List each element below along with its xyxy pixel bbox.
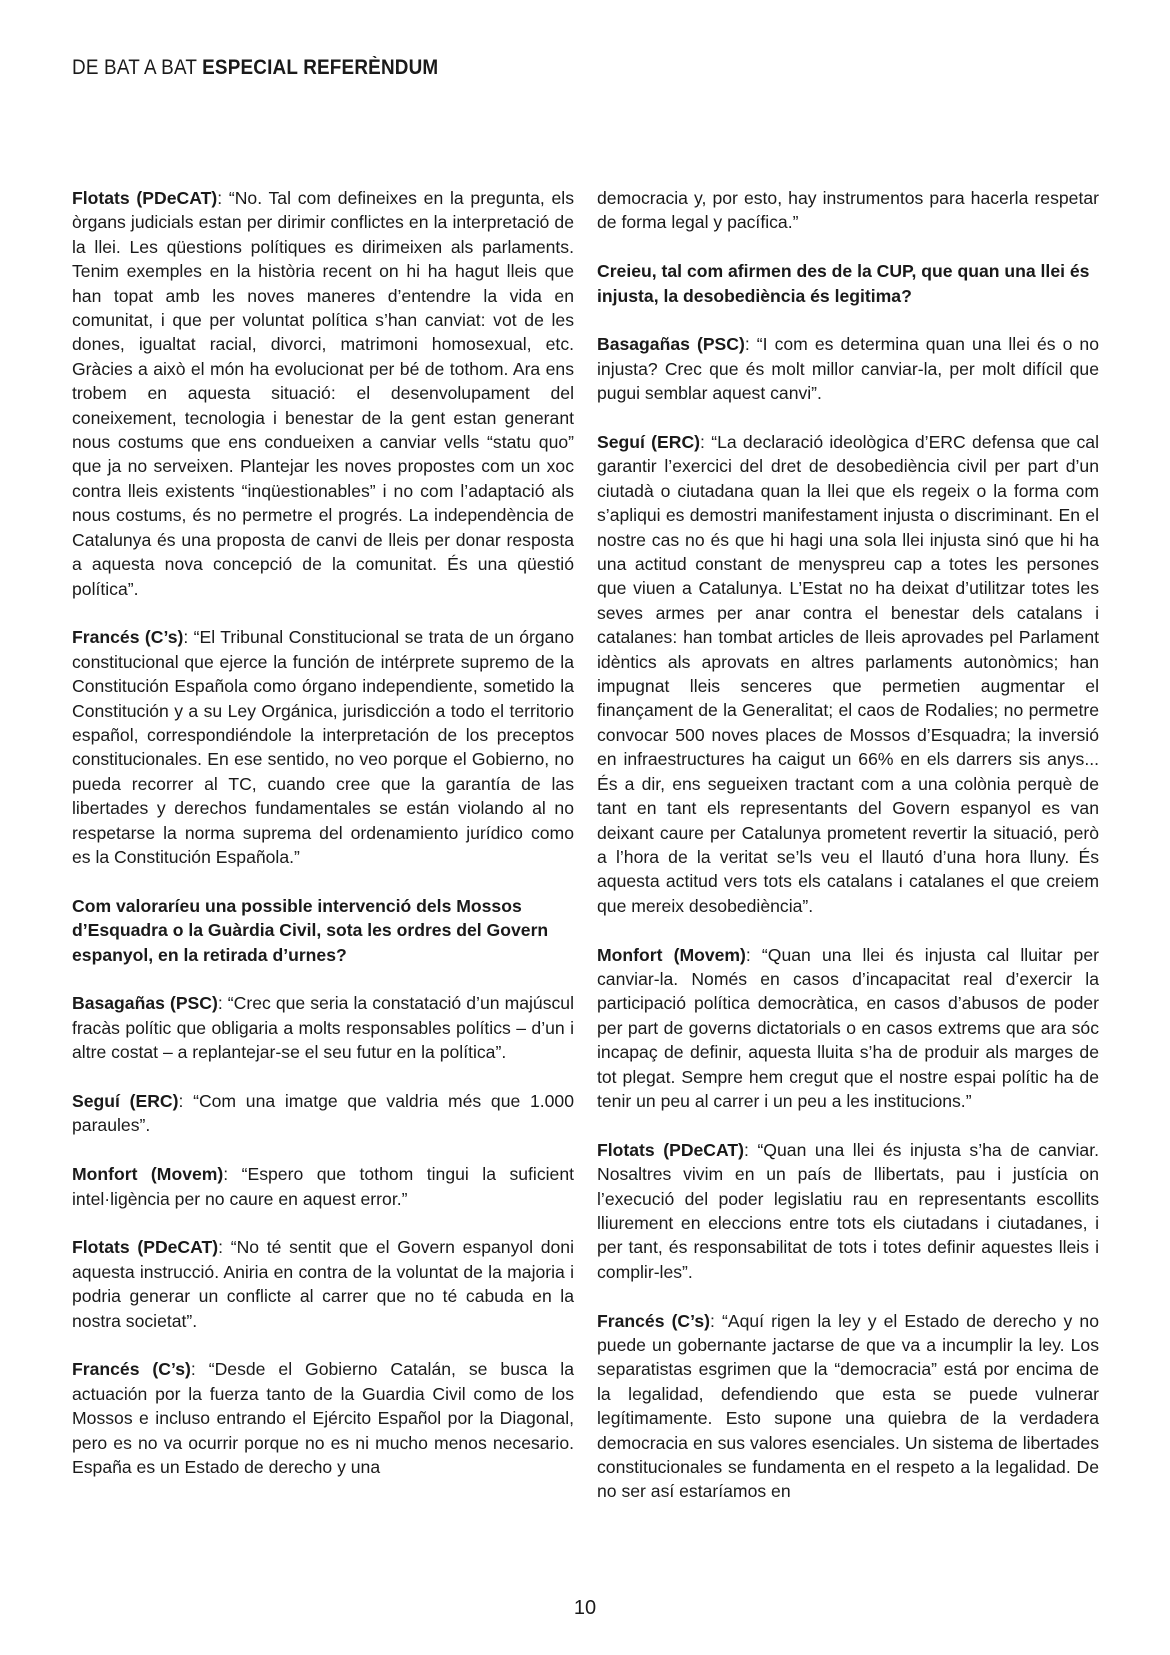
answer-text: : “La declaració ideològica d’ERC defensa que cal garantir l’exercici del dret de desobediència civil per part d’un ciutadà o ciutadana quan la llei que els regeix o la forma com s’apliqui es demostri manifestament injusta o discriminant. En el nostre cas no és que hi hagi una sola llei injusta sinó que hi ha una actitud constant de menyspreu cap a totes les persones que viuen a Catalunya. L’Estat no ha deixat d’utilitzar totes les seves armes per anar contra el benestar dels catalans i catalanes: han tombat articles de lleis aprovades pel Parlament idèntics als aprovats en altres parlaments autonòmics; han impugnat lleis senceres que permetien augmentar el finançament de la Generalitat; el caos de Rodalies; no permetre convocar 500 noves places de Mossos d’Esquadra; la inversió en infraestructures ha caigut un 66% en els darrers sis anys... És a dir, ens segueixen tractant com a una colònia perquè de tant en tant els representants del Govern espanyol es van deixant caure per Catalunya prometent revertir la situació, però a l’hora de la veritat se’ls veu el llautó d’una hora lluny. És aquesta actitud vers tots els catalans i catalanes el que creiem que mereix desobediència”. — [597, 432, 1099, 916]
page-number: 10 — [573, 1597, 597, 1619]
speaker-name: Francés (C’s) — [72, 627, 184, 648]
answer-text: : “Desde el Gobierno Catalán, se busca la actuación por la fuerza tanto de la Guardia Civil como de los Mossos e incluso entrando el Ejército Español por la Diagonal, pero es no va ocurrir porque no es ni mucho menos necesario. España es un Estado de derecho y una — [72, 1359, 574, 1478]
answer-paragraph — [597, 1138, 1099, 1284]
right-column — [597, 186, 1099, 1528]
answer-text: : “No. Tal com defineixes en la pregunta, els òrgans judicials estan per dirimir conflictes en la interpretació de la llei. Les qüestions polítiques es dirimeixen als parlaments. Tenim exemples en la història recent on hi ha hagut lleis que han topat amb les noves maneres d’entendre la vida en comunitat, i que per voluntat política s’han canviat: vot de les dones, igualtat racial, divorci, matrimoni homosexual, etc. Gràcies a això el món ha evolucionat per bé de tothom. Ara ens trobem en aquesta situació: el desenvolupament del coneixement, tecnologia i benestar de la gent estan generant nous costums que ens condueixen a canviar vells “statu quo” que ja no serveixen. Plantejar les noves propostes com un xoc contra lleis existents “inqüestionables” i no com l’adaptació als nous costums, és no permetre el progrés. La independència de Catalunya és una proposta de canvi de lleis per donar resposta a aquesta nova concepció de la comunitat. És una qüestió política”. — [72, 188, 574, 599]
answer-paragraph — [72, 186, 574, 601]
page-header — [72, 56, 438, 80]
answer-text: : “Espero que tothom tingui la suficient intel·ligència per no caure en aquest error.” — [72, 1164, 574, 1209]
speaker-name: Monfort (Movem) — [72, 1164, 224, 1185]
answer-paragraph — [597, 332, 1099, 405]
answer-paragraph — [72, 1089, 574, 1138]
answer-paragraph — [597, 943, 1099, 1114]
header-prefix: DE BAT A BAT — [72, 56, 203, 79]
answer-text: : “El Tribunal Constitucional se trata de un órgano constitucional que ejerce la función de intérprete supremo de la Constitución Española como órgano independiente, sometido la Constitución y a su Ley Orgánica, jurisdicción a todo el territorio español, correspondiéndole la interpretación de los preceptos constitucionales. En ese sentido, no veo porque el Gobierno, no pueda recorrer al TC, cuando cree que la garantía de las libertades y derechos fundamentales se están violando al no respetarse la norma suprema del ordenamiento jurídico como es la Constitución Española.” — [72, 627, 574, 867]
answer-paragraph — [597, 1309, 1099, 1504]
left-column — [72, 186, 574, 1504]
answer-paragraph — [597, 186, 1099, 235]
interview-question: Com valoraríeu una possible intervenció dels Mossos d’Esquadra o la Guàrdia Civil, sota les ordres del Govern espanyol, en la retirada d’urnes? — [72, 895, 549, 965]
speaker-name: Monfort (Movem) — [597, 944, 746, 965]
answer-text: : “I com es determina quan una llei és o no injusta? Crec que és molt millor canviar-la, per molt difícil que pugui semblar aquest canvi”. — [597, 334, 1099, 404]
answer-text: : “Aquí rigen la ley y el Estado de derecho y no puede un gobernante jactarse de que va a incumplir la ley. Los separatistas esgrimen que la “democracia” está por encima de la legalidad, defendiendo que esta se puede vulnerar legítimamente. Esto supone una quiebra de la verdadera democracia en sus valores esenciales. Un sistema de libertades constitucionales se fundamenta en el respeto a la legalidad. De no ser así estaríamos en — [597, 1310, 1100, 1502]
speaker-name: Francés (C’s) — [72, 1359, 191, 1380]
answer-paragraph — [72, 1357, 574, 1479]
speaker-name: Seguí (ERC) — [597, 432, 701, 453]
speaker-name: Flotats (PDeCAT) — [597, 1139, 745, 1160]
answer-paragraph — [72, 991, 574, 1064]
answer-paragraph — [72, 1235, 574, 1333]
speaker-name: Basagañas (PSC) — [597, 334, 745, 355]
answer-text: : “Crec que seria la constatació d’un majúscul fracàs polític que obligaria a molts responsables polítics – d’un i altre costat – a replantejar-se el seu futur en la política”. — [72, 993, 574, 1063]
interview-question: Creieu, tal com afirmen des de la CUP, que quan una llei és injusta, la desobediència és legitima? — [597, 261, 1090, 306]
answer-text: democracia y, por esto, hay instrumentos para hacerla respetar de forma legal y pacífica.” — [597, 188, 1099, 233]
speaker-name: Flotats (PDeCAT) — [72, 188, 218, 208]
speaker-name: Flotats (PDeCAT) — [72, 1237, 219, 1258]
answer-paragraph — [72, 625, 574, 869]
answer-text: : “Quan una llei és injusta s’ha de canviar. Nosaltres vivim en un país de llibertats, pau i justícia on l’execució del poder legislatiu rau en representants escollits lliurement en eleccions entre tots els ciutadans i ciutadanes, i per tant, és responsabilitat de tots i totes definir aquestes lleis i complir-les”. — [597, 1139, 1099, 1282]
speaker-name: Basagañas (PSC) — [72, 993, 218, 1014]
speaker-name: Seguí (ERC) — [72, 1090, 179, 1111]
header-title: ESPECIAL REFERÈNDUM — [202, 56, 439, 79]
answer-text: : “No té sentit que el Govern espanyol doni aquesta instrucció. Aniria en contra de la voluntat de la majoria i podria generar un conflicte al carrer que no té cabuda en la nostra societat”. — [72, 1237, 575, 1331]
answer-text: : “Quan una llei és injusta cal lluitar per canviar-la. Només en casos d’incapacitat real d’exercir la participació política democràtica, en casos d’abusos de poder per part de governs dictatorials o en casos extrems que ara sóc incapaç de definir, aquesta lluita s’ha de produir als marges de tot plegat. Sempre hem cregut que el nostre espai polític ha de tenir un peu al carrer i un peu a les institucions.” — [597, 944, 1099, 1111]
speaker-name: Francés (C’s) — [597, 1310, 711, 1331]
answer-paragraph — [72, 1162, 574, 1211]
answer-text: : “Com una imatge que valdria més que 1.000 paraules”. — [72, 1090, 575, 1136]
answer-paragraph — [597, 430, 1099, 918]
